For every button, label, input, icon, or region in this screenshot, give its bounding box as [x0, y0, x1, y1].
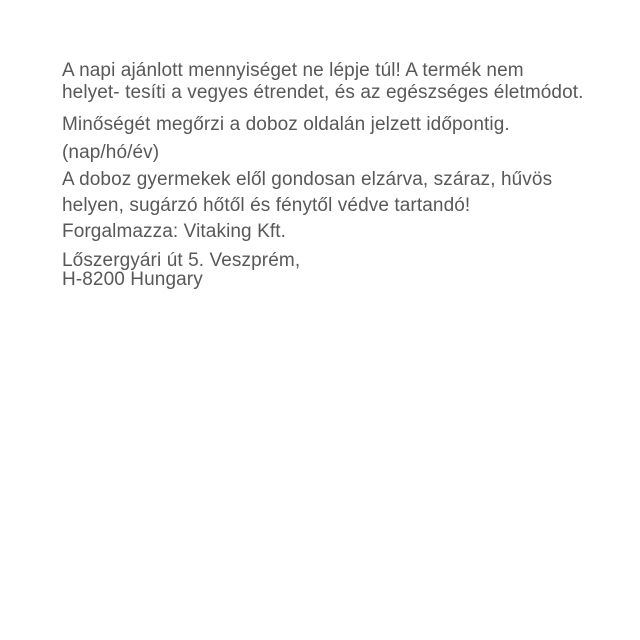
address-country-line: H-8200 Hungary — [62, 269, 203, 290]
storage-warning-line-1: A doboz gyermekek elől gondosan elzárva, száraz, hűvös — [62, 169, 553, 190]
daily-dose-warning-line-1: A napi ajánlott mennyiséget ne lépje túl! A termék nem — [62, 60, 524, 81]
daily-dose-warning-line-2: helyet- tesíti a vegyes étrendet, és az egészséges életmódot. — [62, 82, 584, 103]
distributor-line: Forgalmazza: Vitaking Kft. — [62, 221, 287, 242]
address-street-line: Lőszergyári út 5. Veszprém, — [62, 250, 301, 271]
best-before-note-line: Minőségét megőrzi a doboz oldalán jelzett időpontig. — [62, 114, 510, 135]
date-format-note-line: (nap/hó/év) — [62, 142, 160, 163]
storage-warning-line-2: helyen, sugárzó hőtől és fénytől védve tartandó! — [62, 195, 471, 216]
